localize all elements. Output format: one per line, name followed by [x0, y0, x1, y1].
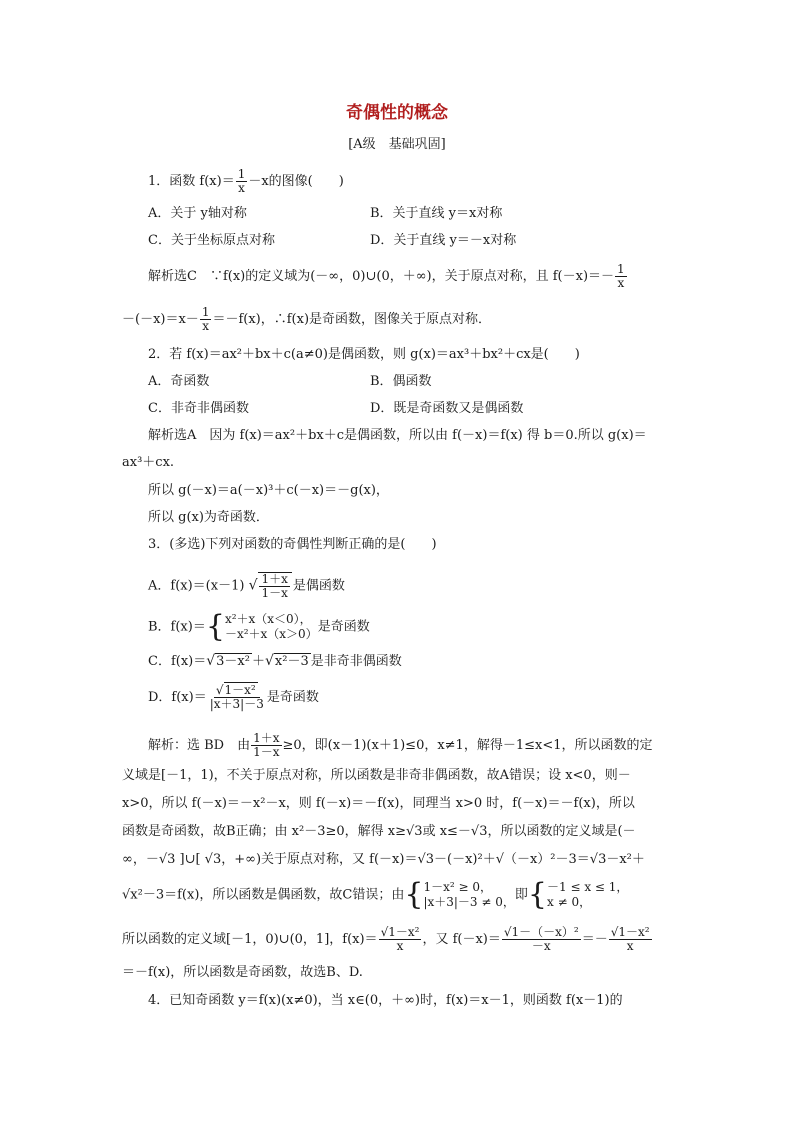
q3-solution-line-4: 函数是奇函数，故B正确；由 x²－3≥0，解得 x≥√3或 x≤－√3，所以函数的定义域是(－: [122, 824, 636, 839]
q4-stem: 4．已知奇函数 y＝f(x)(x≠0)，当 x∈(0，＋∞)时，f(x)＝x－1，则函数 f(x－1)的: [148, 993, 623, 1008]
q2-solution-line-2: ax³＋cx.: [122, 455, 175, 470]
fraction-1-over-x: $\frac{1}{x}$: [237, 167, 246, 195]
q3-solution-line-1: 解析：选 BD 由 $\frac{1+x}{1-x}$ ≥0，即(x－1)(x＋1)≤0，x≠1，解得－1≤x<1，所以函数的定: [148, 731, 653, 759]
q1-solution-line-1: 解析选C ∵f(x)的定义域为(－∞，0)∪(0，＋∞)，关于原点对称，且 f(－x)＝－ $\frac{1}{x}$: [148, 262, 625, 290]
q3-solution-line-8: ＝－f(x)，所以函数是奇函数，故选B、D.: [122, 965, 363, 980]
q3-solution-line-3: x>0，所以 f(－x)＝－x²－x，则 f(－x)＝－f(x)，同理当 x>0 时，f(－x)＝－f(x)，所以: [122, 796, 635, 811]
q2-solution-line-3: 所以 g(－x)＝a(－x)³＋c(－x)＝－g(x)，: [148, 483, 389, 498]
q3-solution-line-6: √x²－3＝f(x)，所以函数是偶函数，故C错误；由{ 1－x² ≥ 0， |x＋3|－3 ≠ 0， 即{ －1 ≤ x ≤ 1， x ≠ 0，: [122, 877, 629, 912]
q3-stem: 3．(多选)下列对函数的奇偶性判断正确的是( ): [148, 537, 437, 552]
q3-solution-line-5: ∞，－√3 ]∪[ √3，+∞)关于原点对称，又 f(－x)＝√3－(－x)²＋√（－x）²－3＝√3－x²＋: [122, 852, 645, 867]
q1-option-a: A．关于 y轴对称: [148, 206, 247, 221]
q3-solution-line-7: 所以函数的定义域[－1，0)∪(0，1]，f(x)＝ $\frac{\text{√1－x²}}{x}$ ，又 f(－x)＝ $\frac{\text{√1－（－x）²}}{-x}$ ＝－ $\frac{\text{√1－x²}}{x}$: [122, 925, 650, 953]
q2-option-d: D．既是奇函数又是偶函数: [370, 401, 524, 416]
left-brace-icon: {: [205, 609, 225, 644]
q1-stem: 1．函数 f(x)＝ $\frac{1}{x}$ －x的图像( ): [148, 167, 344, 195]
left-brace-icon: {: [527, 877, 547, 912]
q3-option-c: C．f(x)＝√3－x² ＋√x²－3 是非奇非偶函数: [148, 653, 402, 669]
q2-solution-line-1: 解析选A 因为 f(x)＝ax²＋bx＋c是偶函数，所以由 f(－x)＝f(x) 得 b＝0.所以 g(x)＝: [148, 428, 647, 443]
q2-solution-line-4: 所以 g(x)为奇函数．: [148, 510, 269, 525]
page-title: 奇偶性的概念: [346, 103, 448, 123]
q1-solution-line-2: －(－x)＝x－ $\frac{1}{x}$ ＝－f(x)，∴f(x)是奇函数，图像关于原点对称．: [122, 305, 492, 333]
q3-option-d: D．f(x)＝ $\frac{\text{√1－x²}}{|x+3|-3}$ 是奇函数: [148, 683, 319, 711]
q2-stem: 2．若 f(x)＝ax²＋bx＋c(a≠0)是偶函数，则 g(x)＝ax³＋bx²＋cx是( ): [148, 347, 580, 362]
q2-option-c: C．非奇非偶函数: [148, 401, 249, 416]
q1-option-b: B．关于直线 y＝x对称: [370, 206, 503, 221]
section-subtitle: [A级 基础巩固]: [348, 137, 446, 152]
q3-option-a: A．f(x)＝(x－1) √ $\frac{1+x}{1-x}$ 是偶函数: [148, 572, 345, 600]
left-brace-icon: {: [404, 877, 424, 912]
q1-option-c: C．关于坐标原点对称: [148, 233, 275, 248]
q3-solution-line-2: 义域是[－1，1)，不关于原点对称，所以函数是非奇非偶函数，故A错误；设 x<0，则－: [122, 768, 631, 783]
q3-option-b: B．f(x)＝{ x²＋x（x＜0）， －x²＋x（x＞0） 是奇函数: [148, 609, 370, 644]
q2-option-b: B．偶函数: [370, 374, 432, 389]
q2-option-a: A．奇函数: [148, 374, 210, 389]
q1-option-d: D．关于直线 y＝－x对称: [370, 233, 517, 248]
